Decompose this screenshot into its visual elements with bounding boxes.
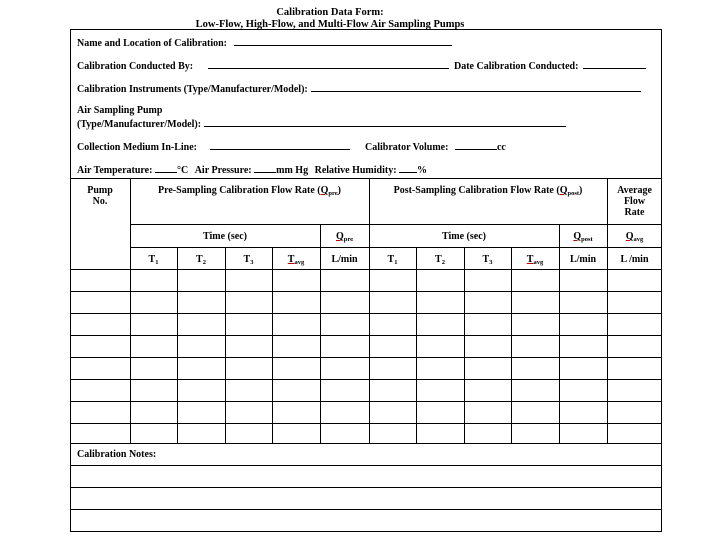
pre-q-col-header [320, 231, 369, 243]
avg-q-col-header [607, 231, 662, 243]
environment-field [77, 163, 427, 177]
pre-tavg-sub: avg [294, 259, 305, 266]
col-line-post-t2 [464, 247, 465, 443]
calibrator-volume-field [365, 140, 506, 154]
form-title-line2: Low-Flow, High-Flow, and Multi-Flow Air Sampling Pumps [195, 19, 465, 30]
air-pressure-unit: mm Hg [276, 165, 309, 176]
calibrator-volume-blank[interactable] [455, 140, 497, 150]
post-tavg-letter: T [526, 254, 534, 265]
post-t2-header [416, 254, 464, 266]
form-title-line1: Calibration Data Form: [276, 7, 384, 18]
air-temp-unit: °C [176, 165, 189, 176]
post-t3-sub: 3 [489, 259, 493, 266]
avg-q-col-symbol [626, 231, 644, 242]
medium-field [77, 140, 350, 154]
instruments-blank[interactable] [311, 82, 641, 92]
pre-t1-letter: T [148, 254, 156, 265]
post-t2-sub: 2 [441, 259, 445, 266]
pre-lmin-header: L/min [331, 254, 358, 265]
post-q-sub: post [567, 190, 580, 197]
time-row-top-line [130, 224, 662, 225]
row-line-4 [70, 357, 662, 358]
table-bottom-line [70, 443, 662, 444]
post-tavg-symbol [527, 254, 543, 265]
post-t1-letter: T [387, 254, 395, 265]
post-t3-letter: T [482, 254, 490, 265]
notes-line-1 [70, 465, 662, 466]
pump-label-line2: (Type/Manufacturer/Model): [77, 119, 202, 130]
post-time-header: Time (sec) [442, 231, 486, 242]
pre-tavg-header [272, 254, 320, 266]
notes-line-2 [70, 487, 662, 488]
conducted-by-blank[interactable] [208, 59, 449, 69]
row-line-1 [70, 291, 662, 292]
post-close-paren: ) [579, 185, 583, 196]
post-q-col-symbol [573, 231, 592, 242]
post-q-symbol [560, 185, 579, 196]
air-pressure-blank[interactable] [254, 163, 276, 173]
pre-t3-letter: T [243, 254, 251, 265]
col-line-pre-section [369, 178, 370, 443]
pre-t2-letter: T [196, 254, 203, 265]
row-line-6 [70, 401, 662, 402]
air-temp-label: Air Temperature: [77, 165, 153, 176]
post-q-col-header [559, 231, 607, 243]
date-conducted-blank[interactable] [583, 59, 646, 69]
pre-tavg-symbol [288, 254, 304, 265]
notes-line-3 [70, 509, 662, 510]
name-location-field [77, 36, 452, 50]
average-flow-line1: Average [617, 185, 652, 196]
col-line-pre-t2 [225, 247, 226, 443]
pre-t3-header [225, 254, 272, 266]
pre-q-symbol [321, 185, 338, 196]
conducted-by-label: Calibration Conducted By: [77, 61, 194, 72]
pre-close-paren: ) [337, 185, 341, 196]
pre-q-col-letter: Q [335, 231, 344, 242]
date-conducted-field [454, 59, 646, 73]
medium-blank[interactable] [210, 140, 350, 150]
data-rows-top-line [70, 269, 662, 270]
pre-t3-sub: 3 [250, 259, 254, 266]
post-t1-header [369, 254, 416, 266]
pre-q-sub: pre [328, 190, 338, 197]
average-flow-line2: Flow [623, 196, 646, 207]
pre-q-col-symbol [336, 231, 353, 242]
post-t2-letter: T [435, 254, 442, 265]
post-tavg-header [511, 254, 559, 266]
average-flow-line3: Rate [624, 207, 645, 218]
pre-t1-header [130, 254, 177, 266]
row-line-2 [70, 313, 662, 314]
avg-q-col-letter: Q [625, 231, 634, 242]
col-line-pump [130, 178, 131, 443]
col-line-post-t1 [416, 247, 417, 443]
form-title [0, 7, 660, 31]
pump-no-header-line2: No. [92, 196, 108, 207]
pre-t2-header [177, 254, 225, 266]
col-line-post-t3 [511, 247, 512, 443]
post-tavg-sub: avg [533, 259, 544, 266]
pump-no-header-line1: Pump [87, 185, 113, 196]
humidity-unit: % [417, 165, 428, 176]
humidity-label: Relative Humidity: [314, 165, 397, 176]
units-row-top-line [130, 247, 662, 248]
medium-label: Collection Medium In-Line: [77, 142, 197, 153]
calibrator-volume-unit: cc [496, 142, 506, 153]
pre-t1-sub: 1 [155, 259, 159, 266]
pre-q-col-sub: pre [343, 236, 354, 243]
post-q-col-sub: post [581, 236, 593, 243]
calibration-notes-label: Calibration Notes: [77, 449, 157, 460]
pump-label-line1: Air Sampling Pump [77, 105, 163, 116]
instruments-label: Calibration Instruments (Type/Manufacturer/Model): [77, 84, 308, 95]
air-temp-blank[interactable] [155, 163, 177, 173]
pre-sampling-title: Pre-Sampling Calibration Flow Rate ( [158, 185, 321, 196]
humidity-blank[interactable] [399, 163, 417, 173]
post-q-col-letter: Q [573, 231, 582, 242]
col-line-pre-t1 [177, 247, 178, 443]
name-location-label: Name and Location of Calibration: [77, 38, 227, 49]
pump-no-header [70, 185, 130, 207]
date-conducted-label: Date Calibration Conducted: [454, 61, 579, 72]
pre-time-header: Time (sec) [203, 231, 247, 242]
pre-q-letter: Q [320, 185, 329, 196]
pre-tavg-letter: T [287, 254, 295, 265]
average-flow-header [607, 185, 662, 218]
pump-field [77, 105, 566, 131]
col-line-pre-t3 [272, 247, 273, 443]
pre-sampling-header [130, 185, 369, 197]
table-top-line [70, 178, 662, 179]
row-line-3 [70, 335, 662, 336]
avg-lmin-header: L /min [620, 254, 649, 265]
post-sampling-header [369, 185, 607, 197]
air-pressure-label: Air Pressure: [194, 165, 252, 176]
avg-q-col-sub: avg [633, 236, 644, 243]
post-lmin-header: L/min [569, 254, 597, 265]
post-t3-header [464, 254, 511, 266]
instruments-field [77, 82, 641, 96]
calibrator-volume-label: Calibrator Volume: [365, 142, 449, 153]
row-line-7 [70, 423, 662, 424]
post-t1-sub: 1 [394, 259, 398, 266]
conducted-by-field [77, 59, 449, 73]
pump-blank[interactable] [204, 117, 566, 127]
post-sampling-title: Post-Sampling Calibration Flow Rate ( [393, 185, 560, 196]
name-location-blank[interactable] [234, 36, 452, 46]
pre-t2-sub: 2 [202, 259, 206, 266]
row-line-5 [70, 379, 662, 380]
post-q-letter: Q [559, 185, 568, 196]
